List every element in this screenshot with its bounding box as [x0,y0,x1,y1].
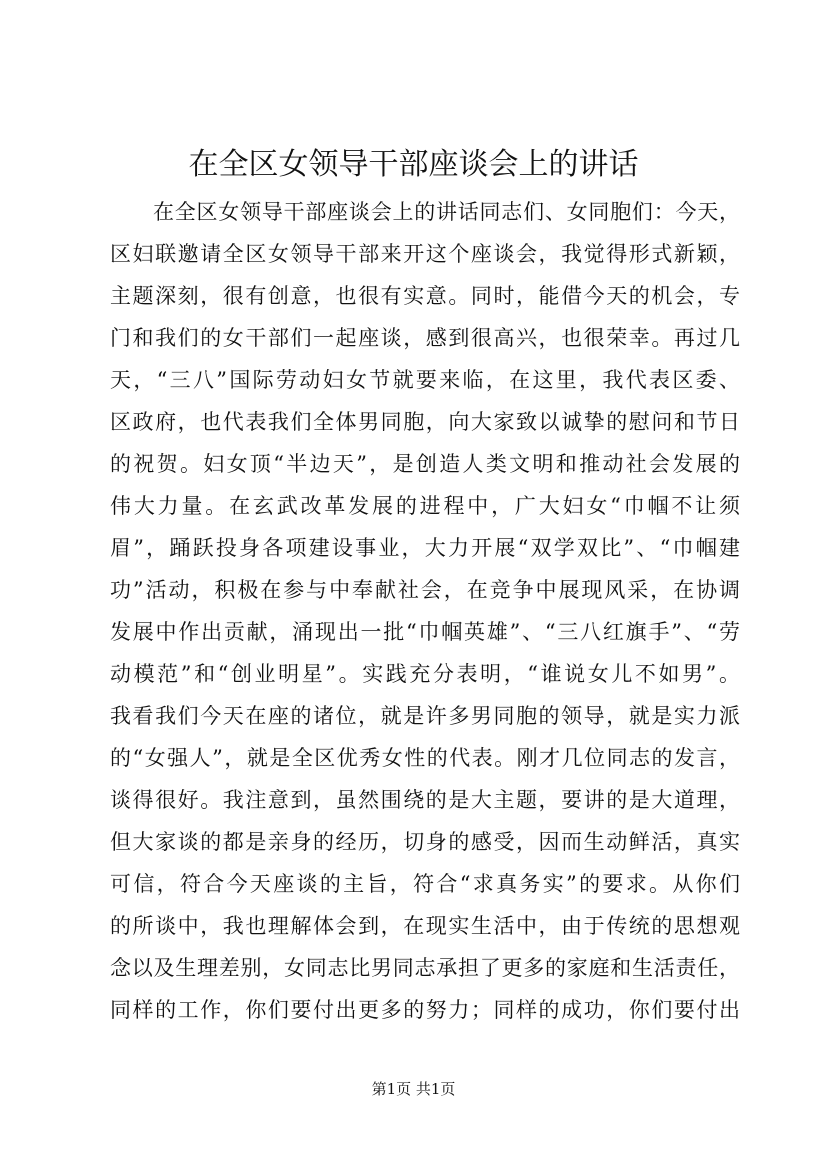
body-line: 门和我们的女干部们一起座谈，感到很高兴，也很荣幸。再过几 [110,326,740,350]
body-line: 我看我们今天在座的诸位，就是许多男同胞的领导，就是实力派 [110,704,740,728]
body-line: 的祝贺。妇女顶“半边天”，是创造人类文明和推动社会发展的 [110,452,740,476]
document-body [110,191,740,1031]
body-line: 动模范”和“创业明星”。实践充分表明，“谁说女儿不如男”。 [110,662,740,686]
body-line: 伟大力量。在玄武改革发展的进程中，广大妇女“巾帼不让须 [110,494,740,518]
body-line: 但大家谈的都是亲身的经历，切身的感受，因而生动鲜活，真实 [110,830,740,854]
page-footer: 第1页 共1页 [371,1080,456,1098]
body-line: 谈得很好。我注意到，虽然围绕的是大主题，要讲的是大道理， [110,788,740,812]
body-line: 功”活动，积极在参与中奉献社会，在竞争中展现风采，在协调 [110,578,740,602]
body-line: 念以及生理差别，女同志比男同志承担了更多的家庭和生活责任， [110,956,740,980]
document-title: 在全区女领导干部座谈会上的讲话 [188,147,639,182]
body-line: 在全区女领导干部座谈会上的讲话同志们、女同胞们：今天， [153,200,740,224]
body-line: 的所谈中，我也理解体会到，在现实生活中，由于传统的思想观 [110,914,740,938]
body-line: 天，“三八”国际劳动妇女节就要来临，在这里，我代表区委、 [110,368,740,392]
body-line: 同样的工作，你们要付出更多的努力；同样的成功，你们要付出 [110,998,740,1022]
body-line: 眉”，踊跃投身各项建设事业，大力开展“双学双比”、“巾帼建 [110,536,740,560]
body-line: 区政府，也代表我们全体男同胞，向大家致以诚挚的慰问和节日 [110,410,740,434]
body-line: 可信，符合今天座谈的主旨，符合“求真务实”的要求。从你们 [110,872,740,896]
body-line: 区妇联邀请全区女领导干部来开这个座谈会，我觉得形式新颖， [110,242,740,266]
body-line: 发展中作出贡献，涌现出一批“巾帼英雄”、“三八红旗手”、“劳 [110,620,740,644]
body-line: 的“女强人”，就是全区优秀女性的代表。刚才几位同志的发言， [110,746,740,770]
body-line: 主题深刻，很有创意，也很有实意。同时，能借今天的机会，专 [110,284,740,308]
